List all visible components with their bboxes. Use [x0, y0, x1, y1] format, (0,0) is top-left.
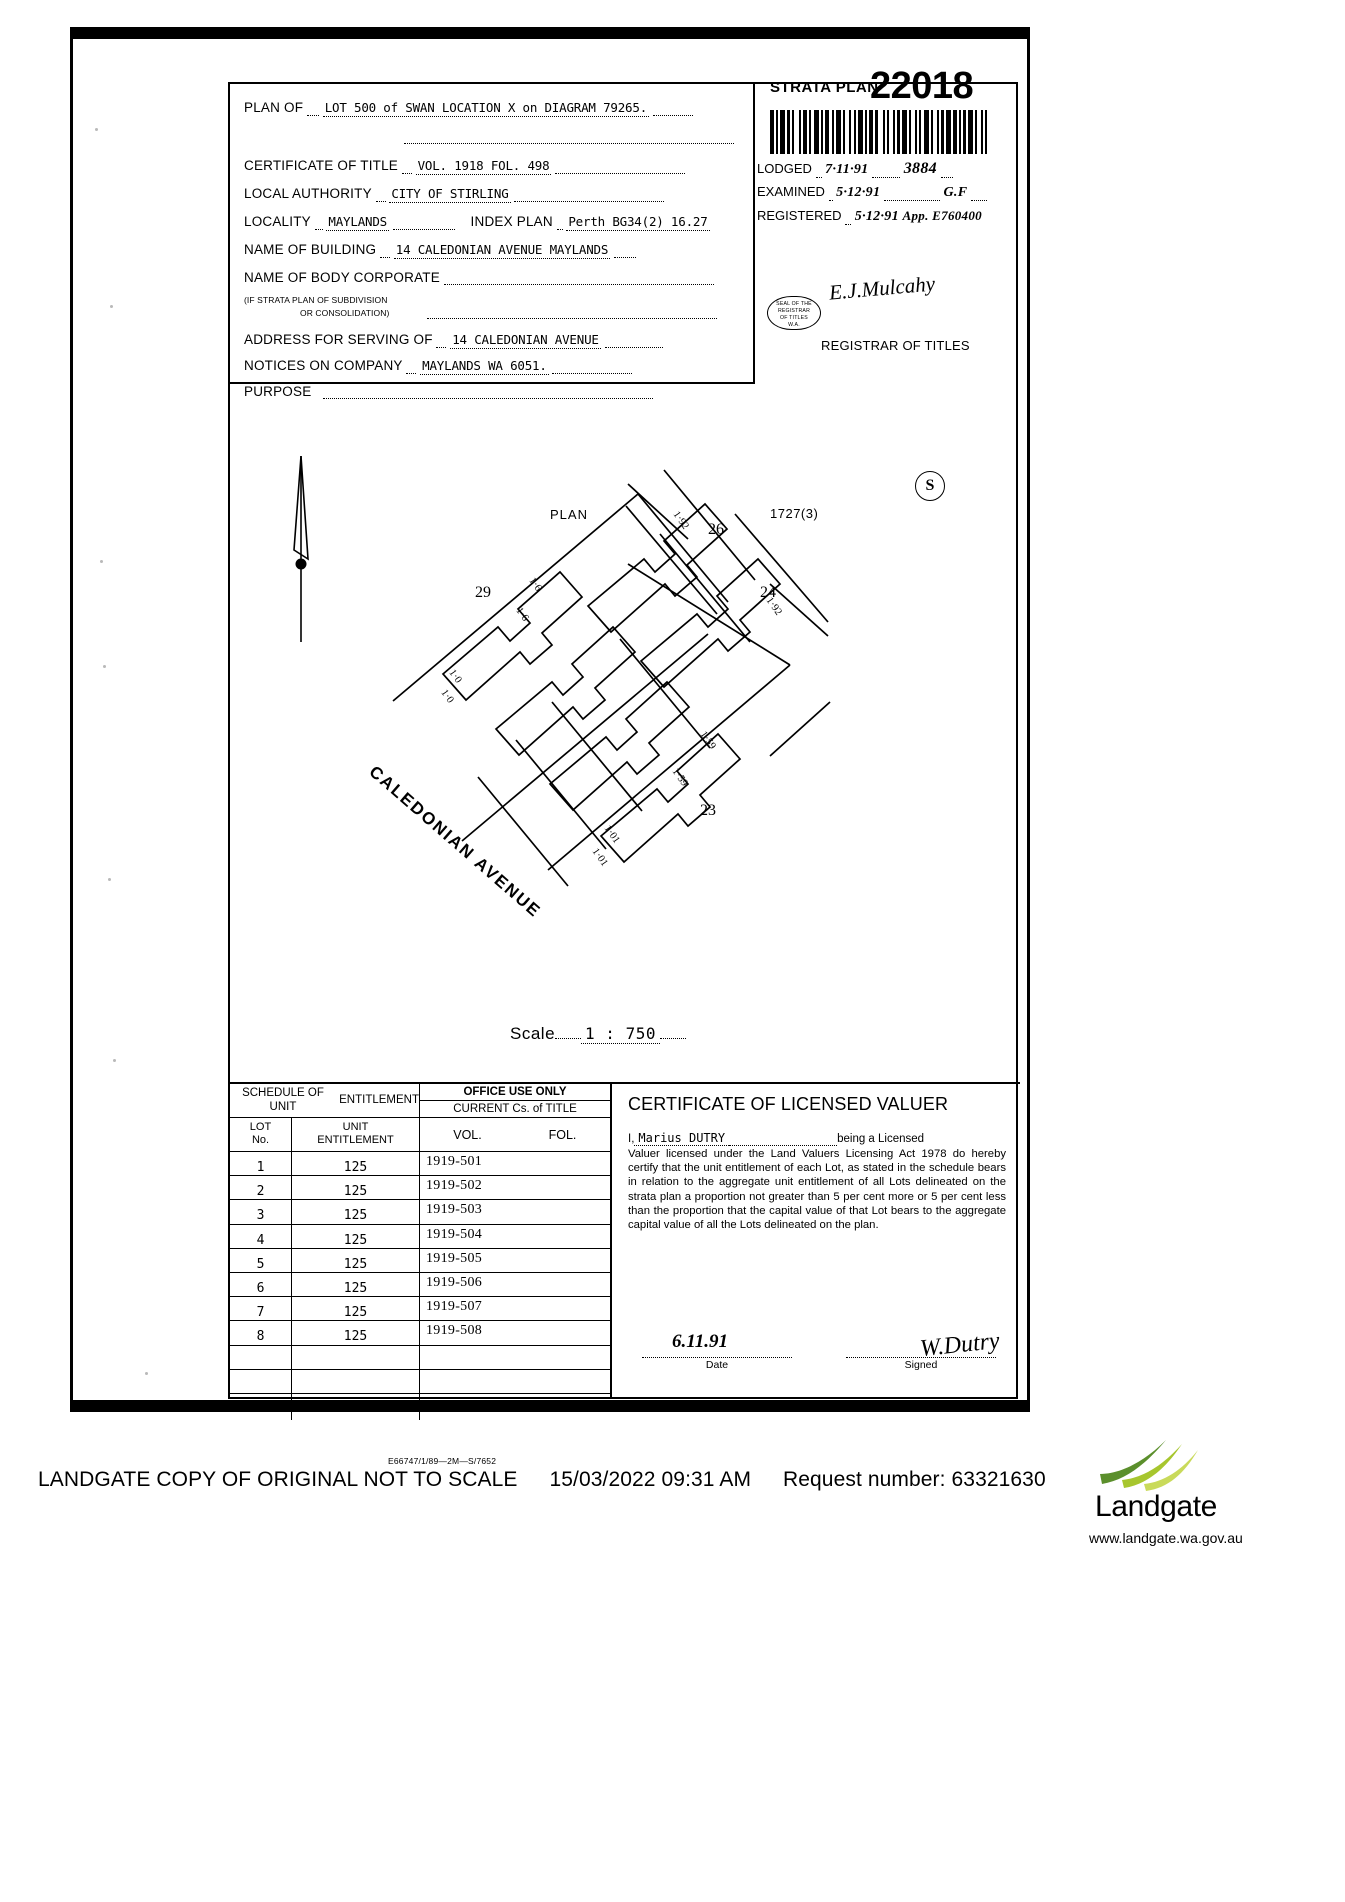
diagram-plan-word: PLAN	[550, 507, 588, 522]
table-row	[230, 1176, 610, 1200]
lodgement-row-lodged	[757, 160, 1018, 184]
lot-label-23: 23	[700, 802, 716, 819]
landgate-footer	[0, 1430, 1345, 1570]
body-corporate-note-line2	[244, 304, 743, 326]
field-name-of-building	[244, 242, 743, 264]
table-row	[230, 1152, 610, 1176]
cell-current-title: 1919-504	[426, 1226, 483, 1242]
cell-unit-entitlement: 125	[292, 1321, 420, 1344]
field-name-of-building-label: NAME OF BUILDING	[244, 242, 377, 257]
form-code: E66747/1/89—2M—S/7652	[388, 1456, 497, 1466]
cell-lot-number: 3	[230, 1200, 292, 1223]
col-lot-header	[230, 1118, 292, 1151]
cell-lot-number: 7	[230, 1297, 292, 1320]
dimension-1: 1·92	[670, 509, 691, 532]
registered-reference: App. E760400	[902, 208, 982, 223]
cell-current-title: 1919-505	[426, 1250, 483, 1266]
cell-unit-entitlement	[292, 1346, 420, 1369]
schedule-rows	[230, 1152, 610, 1394]
field-notices-on-company-label: NOTICES ON COMPANY	[244, 358, 403, 373]
schedule-header	[230, 1084, 610, 1118]
scale-label: Scale	[510, 1024, 556, 1043]
body-corporate-note-2: OR CONSOLIDATION)	[300, 308, 390, 318]
body-corporate-note-1: (IF STRATA PLAN OF SUBDIVISION	[244, 295, 388, 305]
lot-label-26: 26	[708, 521, 724, 538]
valuer-name: Marius DUTRY	[634, 1131, 729, 1146]
field-plan-of-label: PLAN OF	[244, 100, 304, 115]
dimension-8: 1·59	[669, 766, 690, 789]
col-fol-header: FOL.	[548, 1127, 577, 1142]
valuer-being-a: being a Licensed	[837, 1133, 925, 1145]
cell-unit-entitlement: 125	[292, 1225, 420, 1248]
survey-mark-icon: S	[915, 471, 945, 501]
examined-initials: G.F	[943, 185, 968, 200]
cell-current-title: 1919-507	[426, 1299, 483, 1315]
field-address-for-serving-value: 14 CALEDONIAN AVENUE	[452, 332, 599, 347]
field-index-plan-label: INDEX PLAN	[470, 214, 553, 229]
schedule-column-headers	[230, 1118, 610, 1152]
scale-row	[510, 1024, 686, 1044]
field-name-of-building-value: 14 CALEDONIAN AVENUE MAYLANDS	[395, 242, 609, 257]
cell-lot-number: 6	[230, 1273, 292, 1296]
dimension-5: 1·0	[446, 667, 464, 686]
certificate-of-licensed-valuer	[612, 1084, 1020, 1399]
field-plan-of-continuation	[244, 129, 743, 151]
field-name-of-body-corporate	[244, 270, 743, 292]
schedule-title-line2: ENTITLEMENT	[339, 1093, 419, 1106]
aggregate-label: AGGREGATE	[230, 1394, 292, 1420]
scanned-page	[70, 27, 1030, 1466]
registrar-signature: E.J.Mulcahy	[828, 271, 936, 305]
cell-unit-entitlement: 125	[292, 1249, 420, 1272]
landgate-url: www.landgate.wa.gov.au	[1089, 1530, 1243, 1546]
col-lot-line2: No.	[251, 1133, 270, 1146]
aggregate-value: 1000	[292, 1394, 420, 1420]
examined-label: EXAMINED	[757, 184, 825, 199]
field-plan-of-value: LOT 500 of SWAN LOCATION X on DIAGRAM 79265.	[324, 100, 648, 115]
cell-current-title	[420, 1370, 610, 1393]
examined-date: 5·12·91	[836, 185, 881, 200]
dimension-9: 1·01	[601, 823, 622, 846]
lower-section	[230, 1084, 1020, 1416]
schedule-of-unit-entitlement	[230, 1084, 612, 1416]
header-form	[230, 84, 755, 399]
strata-plan-sheet	[228, 65, 1018, 1466]
col-unit-line2: ENTITLEMENT	[317, 1133, 394, 1146]
registrar-title: REGISTRAR OF TITLES	[821, 338, 970, 353]
valuer-signature-handwritten: W.Dutry	[919, 1327, 1002, 1363]
lot-label-24: 24	[760, 584, 776, 601]
table-row	[230, 1370, 610, 1394]
strata-plan-number-block	[770, 65, 1190, 108]
strata-plan-label: STRATA PLAN	[770, 79, 879, 96]
table-row	[230, 1249, 610, 1273]
cell-unit-entitlement: 125	[292, 1297, 420, 1320]
cell-current-title: 1919-502	[426, 1178, 483, 1194]
table-row	[230, 1200, 610, 1224]
landgate-brand-name: Landgate	[1095, 1490, 1217, 1523]
cell-unit-entitlement: 125	[292, 1273, 420, 1296]
valuer-signed-label: Signed	[846, 1357, 996, 1371]
table-row	[230, 1346, 610, 1370]
lot-label-29: 29	[475, 584, 491, 601]
field-address-for-serving-label: ADDRESS FOR SERVING OF	[244, 332, 433, 347]
lodgement-row-registered	[757, 208, 1018, 232]
cell-lot-number	[230, 1346, 292, 1369]
schedule-aggregate-row	[230, 1394, 610, 1420]
dimension-3: 1·6	[513, 605, 531, 624]
table-row	[230, 1225, 610, 1249]
valuer-certificate-title: CERTIFICATE OF LICENSED VALUER	[628, 1094, 949, 1114]
cell-unit-entitlement: 125	[292, 1176, 420, 1199]
lodgement-block	[757, 160, 1018, 232]
field-certificate-of-title-value: VOL. 1918 FOL. 498	[417, 158, 550, 173]
cell-lot-number: 1	[230, 1152, 292, 1175]
col-vol-fol-header	[420, 1118, 610, 1151]
footer-notice: LANDGATE COPY OF ORIGINAL NOT TO SCALE	[38, 1468, 518, 1491]
cell-current-title: 1919-508	[426, 1323, 483, 1339]
field-locality-label: LOCALITY	[244, 214, 311, 229]
footer-notice-row	[38, 1468, 1072, 1492]
field-local-authority-value: CITY OF STIRLING	[391, 186, 509, 201]
cell-lot-number: 4	[230, 1225, 292, 1248]
field-local-authority-label: LOCAL AUTHORITY	[244, 186, 372, 201]
field-index-plan-value: Perth BG34(2) 16.27	[568, 214, 708, 229]
registered-date: 5·12·91	[854, 209, 899, 224]
col-vol-header: VOL.	[453, 1127, 482, 1142]
cell-unit-entitlement	[292, 1370, 420, 1393]
cell-lot-number	[230, 1370, 292, 1393]
registrar-block	[757, 234, 1018, 382]
col-lot-line1: LOT	[249, 1121, 272, 1133]
lot-outlines	[230, 384, 1020, 1024]
landgate-logo-icon	[1092, 1434, 1322, 1497]
col-unit-entitlement-header	[292, 1118, 420, 1151]
field-certificate-of-title-label: CERTIFICATE OF TITLE	[244, 158, 399, 173]
lodgement-row-examined	[757, 184, 1018, 208]
field-certificate-of-title	[244, 158, 743, 180]
lodged-reference: 3884	[903, 160, 937, 177]
valuer-name-row	[628, 1131, 1006, 1146]
dimension-4: 1·92	[763, 595, 784, 618]
field-locality-row	[244, 214, 743, 236]
barcode	[770, 110, 1190, 154]
cell-current-title: 1919-501	[426, 1154, 483, 1169]
diagram-plan-reference: 1727(3)	[770, 506, 819, 521]
schedule-title	[230, 1084, 420, 1117]
col-unit-line1: UNIT	[342, 1121, 369, 1133]
cell-current-title	[420, 1346, 610, 1369]
field-plan-of	[244, 100, 743, 122]
footer-request-number: Request number: 63321630	[782, 1468, 1046, 1491]
lodged-date: 7·11·91	[825, 162, 869, 177]
field-notices-on-company	[244, 358, 743, 380]
table-row	[230, 1297, 610, 1321]
strata-plan-number: 22018	[870, 65, 974, 107]
valuer-date-label: Date	[642, 1357, 792, 1371]
footer-datetime: 15/03/2022 09:31 AM	[549, 1468, 752, 1491]
valuer-signature-row	[628, 1325, 1004, 1385]
field-name-of-body-corporate-label: NAME OF BODY CORPORATE	[244, 270, 440, 285]
cell-unit-entitlement: 125	[292, 1200, 420, 1223]
valuer-certificate-body: Valuer licensed under the Land Valuers Licensing Act 1978 do hereby certify that the unit entitlement of each Lot, as stated in the schedule bears in relation to the aggregate unit entitlement of all Lots delineated on the strata plan a proportion not greater than 5 per cent more or 5 per cent less than the proportion that the capital value of that Lot bears to the aggregate capital value of all the Lots delineated on the plan.	[628, 1148, 1006, 1232]
registered-label: REGISTERED	[757, 208, 842, 223]
cell-unit-entitlement: 125	[292, 1152, 420, 1175]
field-address-for-serving	[244, 332, 743, 354]
cell-lot-number: 8	[230, 1321, 292, 1344]
valuer-date-handwritten: 6.11.91	[672, 1331, 728, 1352]
lodged-label: LODGED	[757, 161, 812, 176]
schedule-title-line1: SCHEDULE OF UNIT	[242, 1087, 324, 1113]
cell-lot-number: 2	[230, 1176, 292, 1199]
aggregate-title-cell	[420, 1394, 610, 1420]
dimension-6: 1·0	[438, 687, 456, 706]
field-purpose-label: PURPOSE	[244, 384, 312, 399]
dimension-10: 1·01	[589, 846, 610, 869]
field-local-authority	[244, 186, 743, 208]
field-locality-value: MAYLANDS	[328, 214, 388, 229]
street-name-label: CALEDONIAN AVENUE	[365, 762, 545, 922]
table-row	[230, 1321, 610, 1345]
current-cs-of-title-label: CURRENT Cs. of TITLE	[453, 1103, 577, 1115]
dimension-2: 1·6	[526, 575, 544, 594]
field-notices-on-company-value: MAYLANDS WA 6051.	[422, 358, 547, 373]
valuer-i-label: I,	[628, 1133, 635, 1145]
site-plan-diagram	[230, 384, 1020, 1084]
cell-current-title: 1919-503	[426, 1202, 483, 1218]
cell-lot-number: 5	[230, 1249, 292, 1272]
cell-current-title: 1919-506	[426, 1274, 483, 1290]
scale-value: 1 : 750	[581, 1024, 660, 1044]
dimension-7: 1·59	[697, 729, 718, 752]
registrar-seal-icon: SEAL OF THE REGISTRAR OF TITLES W.A.	[767, 296, 821, 330]
office-use-only-label: OFFICE USE ONLY	[420, 1084, 610, 1101]
table-row	[230, 1273, 610, 1297]
